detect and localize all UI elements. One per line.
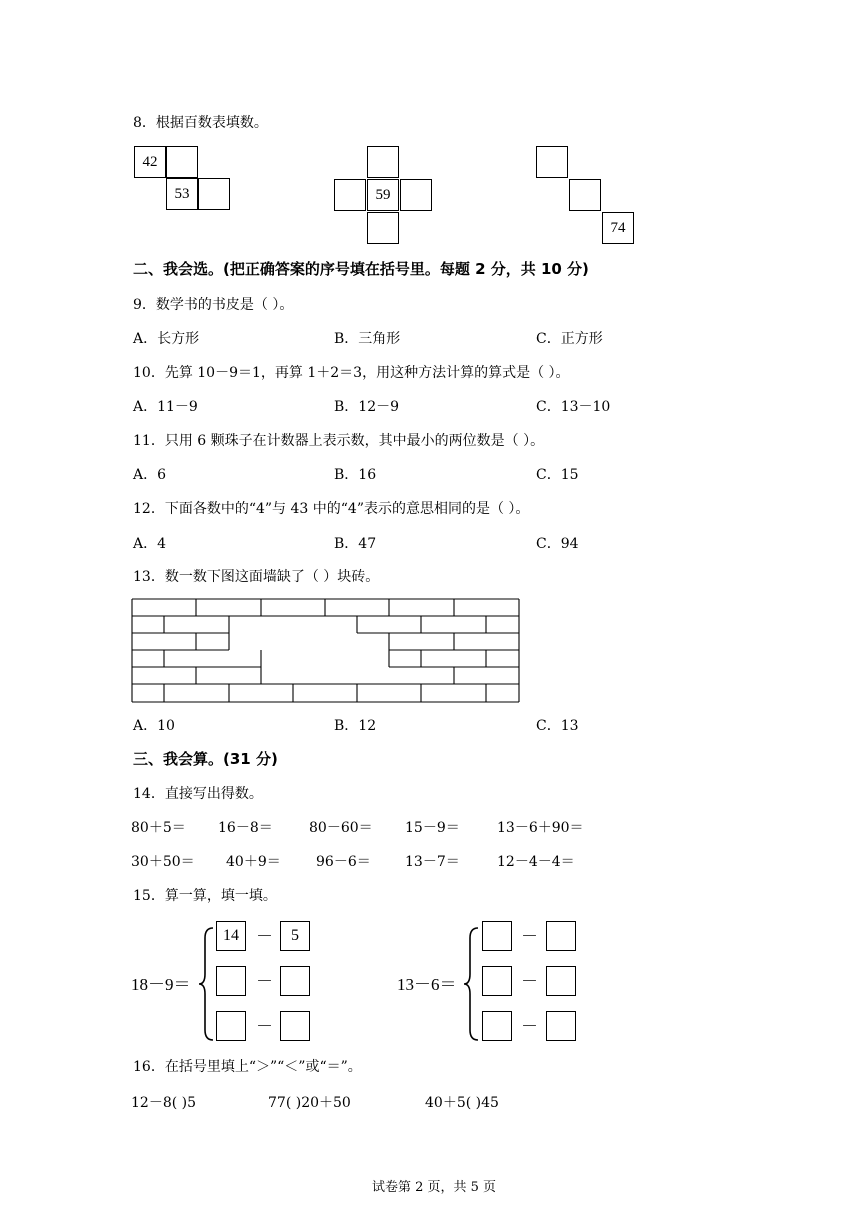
question-16: 16．在括号里填上“＞”“＜”或“＝”。 <box>133 1059 362 1075</box>
grid-cell-blank[interactable] <box>569 179 601 211</box>
option-b[interactable]: B．12－9 <box>334 399 400 415</box>
option-b[interactable]: B．12 <box>334 718 377 734</box>
option-b[interactable]: B．47 <box>334 536 377 552</box>
grid-cell-blank[interactable] <box>166 146 198 178</box>
grid-cell-blank[interactable] <box>536 146 568 178</box>
answer-box[interactable] <box>546 1011 576 1041</box>
option-c[interactable]: C．94 <box>536 536 579 552</box>
grid-cell: 59 <box>367 179 399 211</box>
option-b[interactable]: B．16 <box>334 467 377 483</box>
option-c[interactable]: C．13－10 <box>536 399 611 415</box>
option-a[interactable]: A．4 <box>133 536 167 552</box>
answer-box[interactable]: 14 <box>216 921 246 951</box>
answer-box[interactable] <box>546 966 576 996</box>
calc-item: 30＋50＝ <box>131 854 195 870</box>
question-15: 15．算一算，填一填。 <box>133 888 277 904</box>
question-14: 14．直接写出得数。 <box>133 786 263 802</box>
minus-sign: － <box>521 972 538 991</box>
brick-wall-figure <box>131 598 521 704</box>
answer-box[interactable] <box>546 921 576 951</box>
option-a[interactable]: A．10 <box>133 718 175 734</box>
calc-item: 40＋9＝ <box>226 854 281 870</box>
option-a[interactable]: A．6 <box>133 467 167 483</box>
option-c[interactable]: C．15 <box>536 467 579 483</box>
minus-sign: － <box>521 927 538 946</box>
calc-item: 80－60＝ <box>309 820 373 836</box>
grid-cell-blank[interactable] <box>198 178 230 210</box>
minus-sign: － <box>256 972 273 991</box>
calc-item: 96－6＝ <box>316 854 371 870</box>
answer-box[interactable] <box>280 966 310 996</box>
answer-box[interactable] <box>216 966 246 996</box>
q8-title: 8．根据百数表填数。 <box>133 115 268 131</box>
calc-item: 13－7＝ <box>405 854 460 870</box>
compare-item[interactable]: 40＋5( )45 <box>425 1095 499 1111</box>
calc-item: 15－9＝ <box>405 820 460 836</box>
minus-sign: － <box>256 927 273 946</box>
expression-left: 18－9＝ <box>131 975 191 994</box>
answer-box[interactable] <box>482 921 512 951</box>
answer-box[interactable] <box>216 1011 246 1041</box>
grid-cell-blank[interactable] <box>367 212 399 244</box>
option-c[interactable]: C．正方形 <box>536 331 603 347</box>
page-footer: 试卷第 2 页，共 5 页 <box>371 1180 497 1195</box>
option-a[interactable]: A．长方形 <box>133 331 200 347</box>
calc-item: 80＋5＝ <box>131 820 186 836</box>
question-11: 11．只用 6 颗珠子在计数器上表示数，其中最小的两位数是（ ）。 <box>133 433 545 449</box>
section-3-heading: 三、我会算。(31 分) <box>133 750 278 768</box>
grid-cell-blank[interactable] <box>400 179 432 211</box>
grid-cell: 42 <box>134 146 166 178</box>
option-b[interactable]: B．三角形 <box>334 331 401 347</box>
calc-item: 13－6＋90＝ <box>497 820 584 836</box>
grid-cell: 53 <box>166 178 198 210</box>
minus-sign: － <box>521 1017 538 1036</box>
grid-cell-blank[interactable] <box>367 146 399 178</box>
answer-box[interactable]: 5 <box>280 921 310 951</box>
option-a[interactable]: A．11－9 <box>133 399 198 415</box>
brace-icon <box>198 926 216 1042</box>
grid-cell: 74 <box>602 212 634 244</box>
minus-sign: － <box>256 1017 273 1036</box>
expression-right: 13－6＝ <box>397 975 457 994</box>
question-12: 12．下面各数中的“4”与 43 中的“4”表示的意思相同的是（ ）。 <box>133 501 530 517</box>
calc-item: 16－8＝ <box>218 820 273 836</box>
question-10: 10．先算 10－9＝1，再算 1＋2＝3，用这种方法计算的算式是（ ）。 <box>133 365 570 381</box>
question-9: 9．数学书的书皮是（ ）。 <box>133 297 294 313</box>
answer-box[interactable] <box>280 1011 310 1041</box>
answer-box[interactable] <box>482 966 512 996</box>
question-13: 13．数一数下图这面墙缺了（ ）块砖。 <box>133 569 380 585</box>
compare-item[interactable]: 77( )20＋50 <box>268 1095 351 1111</box>
calc-item: 12－4－4＝ <box>497 854 575 870</box>
brace-icon <box>463 926 481 1042</box>
option-c[interactable]: C．13 <box>536 718 579 734</box>
grid-cell-blank[interactable] <box>334 179 366 211</box>
answer-box[interactable] <box>482 1011 512 1041</box>
compare-item[interactable]: 12－8( )5 <box>131 1095 197 1111</box>
section-2-heading: 二、我会选。(把正确答案的序号填在括号里。每题 2 分，共 10 分) <box>133 260 589 278</box>
